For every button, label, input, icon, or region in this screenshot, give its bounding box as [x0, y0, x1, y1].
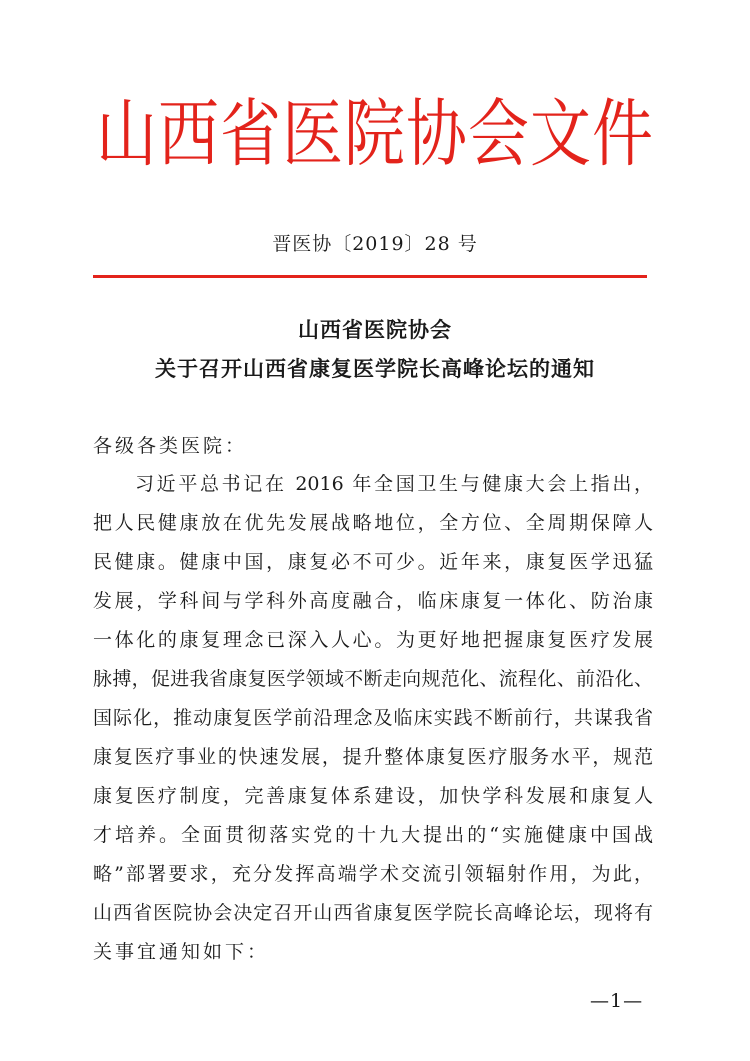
notice-title-subject: 关于召开山西省康复医学院长高峰论坛的通知 [155, 357, 595, 381]
body-line: 略”部署要求，充分发挥高端学术交流引领辐射作用，为此， [93, 863, 653, 885]
salutation: 各级各类医院： [93, 435, 248, 457]
body-line: 才培养。全面贯彻落实党的十九大提出的“实施健康中国战 [93, 824, 653, 846]
document-number: 晋医协〔2019〕28 号 [272, 233, 478, 255]
body-line: 发展，学科间与学科外高度融合，临床康复一体化、防治康 [93, 590, 653, 612]
page-number: —1— [590, 990, 644, 1012]
body-line: 关事宜通知如下： [93, 941, 270, 963]
body-line: 山西省医院协会决定召开山西省康复医学院长高峰论坛，现将有 [93, 902, 653, 924]
body-line: 一体化的康复理念已深入人心。为更好地把握康复医疗发展 [93, 629, 653, 651]
notice-title-issuer: 山西省医院协会 [298, 318, 452, 342]
document-masthead: 山西省医院协会文件 [95, 92, 654, 178]
body-line: 把人民健康放在优先发展战略地位，全方位、全周期保障人 [93, 512, 653, 534]
body-line: 康复医疗事业的快速发展，提升整体康复医疗服务水平，规范 [93, 746, 653, 768]
body-line: 脉搏，促进我省康复医学领域不断走向规范化、流程化、前沿化、 [93, 668, 653, 690]
red-divider-rule [93, 275, 647, 278]
body-line: 康复医疗制度，完善康复体系建设，加快学科发展和康复人 [93, 785, 653, 807]
body-line: 习近平总书记在 2016 年全国卫生与健康大会上指出， [135, 473, 653, 495]
body-line: 国际化，推动康复医学前沿理念及临床实践不断前行，共谋我省 [93, 707, 653, 729]
body-line: 民健康。健康中国，康复必不可少。近年来，康复医学迅猛 [93, 551, 653, 573]
